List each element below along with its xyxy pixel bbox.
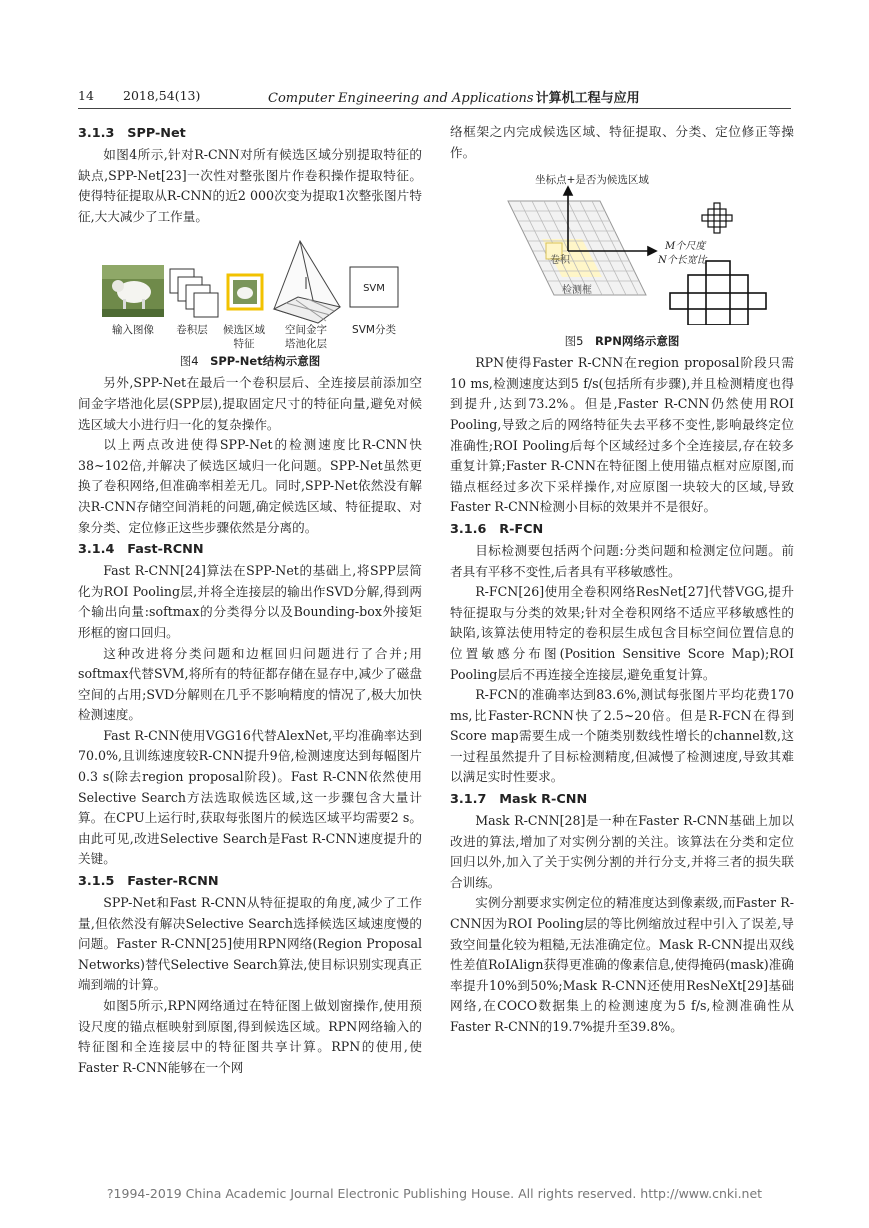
paragraph: 络框架之内完成候选区域、特征提取、分类、定位修正等操作。 (450, 124, 794, 160)
fig5-detect-label: 检测框 (562, 285, 592, 297)
left-column (78, 122, 422, 1078)
svm-box-label: SVM (363, 283, 385, 295)
paragraph: 目标检测要包括两个问题:分类问题和检测定位问题。前者具有平移不变性,后者具有平移敏感性。 (450, 542, 794, 579)
conv-layer-boxes (170, 269, 218, 317)
paragraph: R-FCN的准确率达到83.6%,测试每张图片平均花费170 ms,比Faster-RCNN快了2.5~20倍。但是R-FCN在得到Score map需要生成一个随类别数线性增长的channel数,这一过程虽然提升了目标检测精度,但减慢了检测速度,导致其难以满足实时性要求。 (450, 687, 794, 785)
paragraph: Fast R-CNN使用VGG16代替AlexNet,平均准确率达到70.0%,且训练速度较R-CNN提升9倍,检测速度达到每幅图片0.3 s(除去region proposal阶段)。Fast R-CNN依然使用Selective Search方法选取候选区域,这一步骤包含大量计算。在CPU上运行时,获取每张图片的候选区域平均需要2 s。由此可见,改进Selective Search是Fast R-CNN速度提升的关键。 (78, 727, 422, 867)
paragraph: 以上两点改进使得SPP-Net的检测速度比R-CNN快38~102倍,并解决了候选区域归一化问题。SPP-Net虽然更换了卷积网络,但准确率相差无几。同时,SPP-Net依然没有解决R-CNN存储空间消耗的问题,确定候选区域、特征提取、对象分类、定位修正这些步骤依然是分离的。 (78, 437, 422, 535)
anchor-boxes-small (702, 203, 732, 233)
fig5-conv-label: 卷积 (550, 255, 570, 267)
paragraph: 如图4所示,针对R-CNN对所有候选区域分别提取特征的缺点,SPP-Net[23]一次性对整张图片作卷积操作提取特征。使得特征提取从R-CNN的近2 000次变为提取1次整张图片特征,大大减少了工作量。 (78, 147, 422, 224)
section-3-1-5-title: 3.1.5 Faster-RCNN (78, 874, 219, 890)
fig5-scale-label-1: M个尺度 (665, 241, 706, 253)
running-header (0, 84, 869, 106)
fig4-label-svm: SVM分类 (352, 324, 396, 337)
section-3-1-3-title: 3.1.3 SPP-Net (78, 126, 186, 141)
feature-map-grid (508, 201, 646, 295)
caption-text: SPP-Net结构示意图 (210, 354, 321, 369)
section-3-1-6-title: 3.1.6 R-FCN (450, 521, 544, 537)
anchor-boxes-large (670, 261, 766, 325)
figure-4 (78, 229, 422, 371)
paragraph: 实例分割要求实例定位的精准度达到像素级,而Faster R-CNN因为ROI Pooling层的等比例缩放过程中引入了误差,导致空间量化较为粗糙,无法准确定位。Mask R-CNN提出双线性差值RoIAlign获得更准确的像素信息,使得掩码(mask)准确率提升10%到50%;Mask R-CNN还使用ResNeXt[29]基础网络,在COCO数据集上的检测速度为5 f/s,检测准确性从Faster R-CNN的19.7%提升至39.8%。 (450, 895, 794, 1034)
caption-number: 图4 (179, 354, 199, 369)
paragraph: 这种改进将分类问题和边框回归问题进行了合并;用softmax代替SVM,将所有的特征都存储在显存中,减少了磁盘空间的占用;SVD分解则在几乎不影响精度的情况了,极大加快检测速度。 (78, 645, 422, 723)
figure-5-caption (450, 331, 794, 352)
spatial-pyramid (274, 241, 340, 323)
header-rule (78, 108, 791, 109)
fig4-label-input: 输入图像 (112, 324, 154, 337)
right-column (450, 122, 794, 1038)
section-3-1-4-title: 3.1.4 Fast-RCNN (78, 542, 204, 558)
caption-text: RPN网络示意图 (594, 334, 680, 349)
paragraph: RPN使得Faster R-CNN在region proposal阶段只需10 ms,检测速度达到5 f/s(包括所有步骤),并且检测精度也得到提升,达到73.2%。但是,Faster R-CNN仍然使用ROI Pooling,导致之后的网络特征失去平移不变性,影响最终定位准确性;ROI Pooling后每个区域经过多个全连接层,存在较多重复计算;Faster R-CNN在特征图上使用锚点框对应原图,而锚点框经过多次下采样操作,对应原图一块较大的区域,导致Faster R-CNN检测小目标的效果并不是很好。 (450, 355, 794, 515)
volume-issue: 2018,54(13) (123, 88, 201, 103)
journal-title (268, 87, 640, 106)
fig4-label-candidate: 候选区域 特征 (223, 324, 265, 351)
section-3-1-7-title: 3.1.7 Mask R-CNN (450, 792, 588, 808)
figure-5 (450, 165, 794, 351)
paragraph: R-FCN[26]使用全卷积网络ResNet[27]代替VGG,提升特征提取与分类的效果;针对全卷积网络不适应平移敏感性的缺陷,该算法使用特定的卷积层生成包含目标空间位置信息的位置敏感分布图(Position Sensitive Score Map);ROI Pooling层后不再连接全连接层,避免重复计算。 (450, 584, 794, 682)
paragraph: Mask R-CNN[28]是一种在Faster R-CNN基础上加以改进的算法,增加了对实例分割的关注。该算法在分类和定位回归以外,加入了关于实例分割的并行分支,并将三者的损失联合训练。 (450, 813, 794, 890)
paragraph: Fast R-CNN[24]算法在SPP-Net的基础上,将SPP层简化为ROI Pooling层,并将全连接层的输出作SVD分解,得到两个输出向量:softmax的分类得分以及Bounding-box外接矩形框的窗口回归。 (78, 563, 422, 640)
fig5-scale-label-2: N个长宽比 (658, 255, 707, 267)
rpn-diagram (450, 165, 794, 325)
fig5-top-label: 坐标点+是否为候选区域 (535, 174, 649, 187)
fig4-label-spp: 空间金字 塔池化层 (285, 324, 327, 351)
copyright-footer: ?1994-2019 China Academic Journal Electronic Publishing House. All rights reserved. http://www.cnki.net (106, 1186, 763, 1201)
fig4-label-conv: 卷积层 (176, 324, 208, 337)
candidate-region-feature (228, 275, 262, 309)
journal-title-cn: 计算机工程与应用 (535, 91, 640, 106)
paragraph: 如图5所示,RPN网络通过在特征图上做划窗操作,使用预设尺度的锚点框映射到原图,得到候选区域。RPN网络输入的特征图和全连接层中的特征图共享计算。RPN的使用,使Faster R-CNN能够在一个网 (78, 998, 422, 1075)
input-image-thumbnail (102, 265, 164, 317)
paragraph: SPP-Net和Fast R-CNN从特征提取的角度,减少了工作量,但依然没有解决Selective Search选择候选区域速度慢的问题。Faster R-CNN[25]使用RPN网络(Region Proposal Networks)替代Selective Search算法,使目标识别实现真正端到端的计算。 (78, 895, 422, 993)
paragraph: 另外,SPP-Net在最后一个卷积层后、全连接层前添加空间金字塔池化层(SPP层),提取固定尺寸的特征向量,避免对候选区域大小进行归一化的复杂操作。 (78, 375, 422, 432)
figure-4-caption (78, 351, 422, 372)
page-number: 14 (78, 88, 94, 103)
caption-number: 图5 (564, 334, 584, 349)
journal-title-en: Computer Engineering and Applications (268, 91, 534, 106)
